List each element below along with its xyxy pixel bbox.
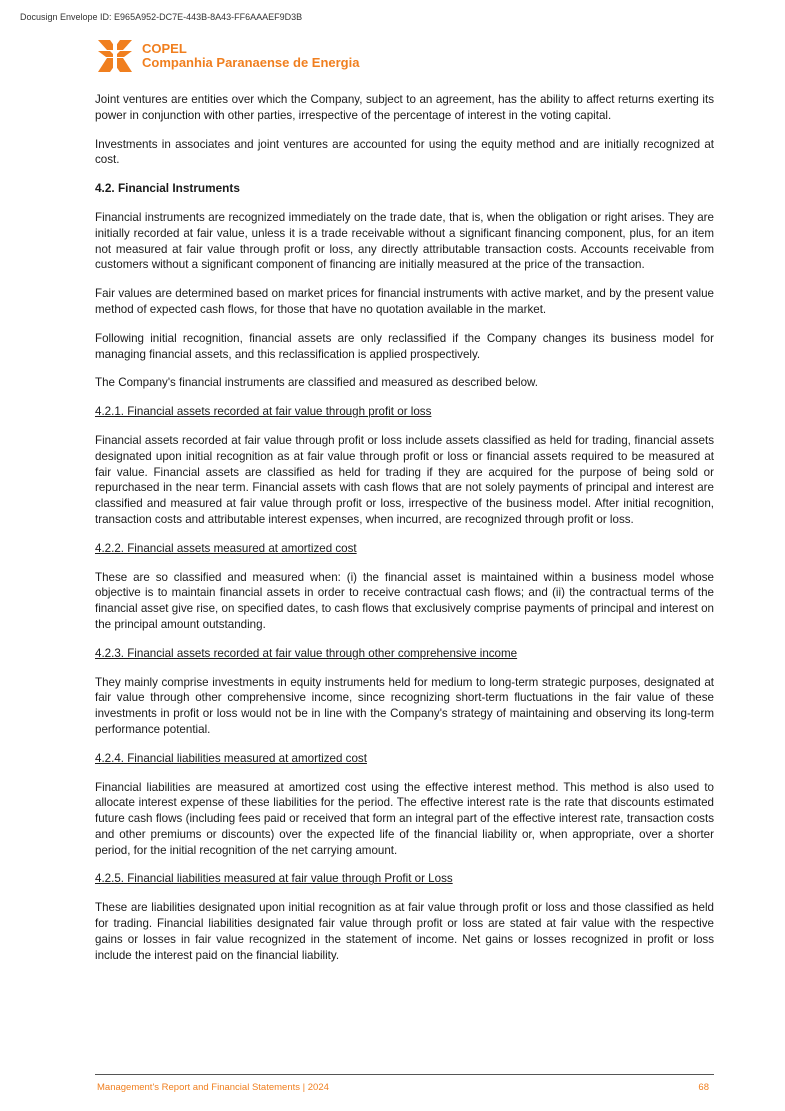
document-body	[95, 92, 714, 976]
logo-text	[142, 42, 359, 70]
subheading-4-2-3: 4.2.3. Financial assets recorded at fair value through other comprehensive income	[95, 646, 518, 660]
paragraph-amortized-cost-liabilities: Financial liabilities are measured at amortized cost using the effective interest method. This method is also used to allocate interest expense of these liabilities for the period. The effective interest rate is the rate that discounts estimated future cash flows (including fees paid or received that form an integral part of the effective interest rate, transaction costs and other premiums or discounts) over the expected life of the financial liability or, when appropriate, over a shorter period, for the initial recognition of the net carrying amount.	[95, 780, 714, 857]
copel-logo-icon	[96, 38, 134, 74]
paragraph-fvtpl-assets: Financial assets recorded at fair value through profit or loss include assets classified as held for trading, financial assets designated upon initial recognition as at fair value through profit or loss or financial assets required to be measured at fair value. Financial assets are classified as held for trading if they are acquired for the purpose of being sold or repurchased in the near term. Financial assets with cash flows that are not solely payments of principal and interest are classified and measured at fair value through profit or loss, irrespective of the business model. After initial recognition, transaction costs and attributable interest expenses, when incurred, are recognized through profit or loss.	[95, 433, 714, 526]
subheading-4-2-5: 4.2.5. Financial liabilities measured at fair value through Profit or Loss	[95, 872, 453, 886]
logo-subtitle: Companhia Paranaense de Energia	[142, 55, 360, 70]
envelope-id: Docusign Envelope ID: E965A952-DC7E-443B-8A43-FF6AAAEF9D3B	[20, 12, 303, 22]
heading-financial-instruments: 4.2. Financial Instruments	[95, 181, 240, 196]
logo-name: COPEL	[142, 41, 187, 56]
paragraph-fvoci-assets: They mainly comprise investments in equity instruments held for medium to long-term strategic purposes, designated at fair value through other comprehensive income, since recognizing short-term fluctuations in the fair value of these investments in profit or loss would not be in line with the Company's strategy of maintaining and observing its long-term performance potential.	[95, 675, 714, 736]
paragraph-equity-method: Investments in associates and joint ventures are accounted for using the equity method and are initially recognized at cost.	[95, 137, 714, 167]
paragraph-recognition: Financial instruments are recognized immediately on the trade date, that is, when the obligation or right arises. They are initially recorded at fair value, unless it is a trade receivable without a significant financing component, plus, for an item not measured at fair value through profit or loss, any directly attributable transaction costs. Accounts receivable from customers without a significant component of financing are initially measured at the price of the transaction.	[95, 210, 714, 272]
paragraph-amortized-cost-assets: These are so classified and measured when: (i) the financial asset is maintained within a business model whose objective is to maintain financial assets in order to receive contractual cash flows; and (ii) the contractual terms of the financial asset give rise, on specified dates, to cash flows that exclusively comprise payments of principal and interest on the principal amount outstanding.	[95, 570, 714, 631]
page-number: 68	[698, 1082, 709, 1093]
subheading-4-2-2: 4.2.2. Financial assets measured at amortized cost	[95, 541, 357, 555]
footer-title: Management's Report and Financial Statements | 2024	[97, 1082, 329, 1093]
copel-logo	[96, 38, 359, 74]
paragraph-fair-values: Fair values are determined based on market prices for financial instruments with active market, and by the present value method of expected cash flows, for those that have no quotation available in the market.	[95, 287, 714, 316]
paragraph-joint-ventures: Joint ventures are entities over which the Company, subject to an agreement, has the ability to affect returns exerting its power in conjunction with other parties, irrespective of the percentage of interest in the voting capital.	[95, 93, 714, 122]
paragraph-classification-intro: The Company's financial instruments are classified and measured as described below.	[95, 376, 539, 390]
subheading-4-2-4: 4.2.4. Financial liabilities measured at amortized cost	[95, 751, 367, 765]
footer-divider	[95, 1074, 714, 1075]
paragraph-reclassification: Following initial recognition, financial assets are only reclassified if the Company changes its business model for managing financial assets, and this reclassification is applied prospectively.	[95, 331, 714, 361]
paragraph-fvtpl-liabilities: These are liabilities designated upon initial recognition as at fair value through profit or loss and those classified as held for trading. Financial liabilities designated fair value through profit or loss are stated at fair value with the respective gains or losses in fair value recognized in the statement of income. Net gains or losses recognized in profit or loss include the interest paid on the financial liability.	[95, 901, 714, 962]
subheading-4-2-1: 4.2.1. Financial assets recorded at fair value through profit or loss	[95, 405, 432, 419]
